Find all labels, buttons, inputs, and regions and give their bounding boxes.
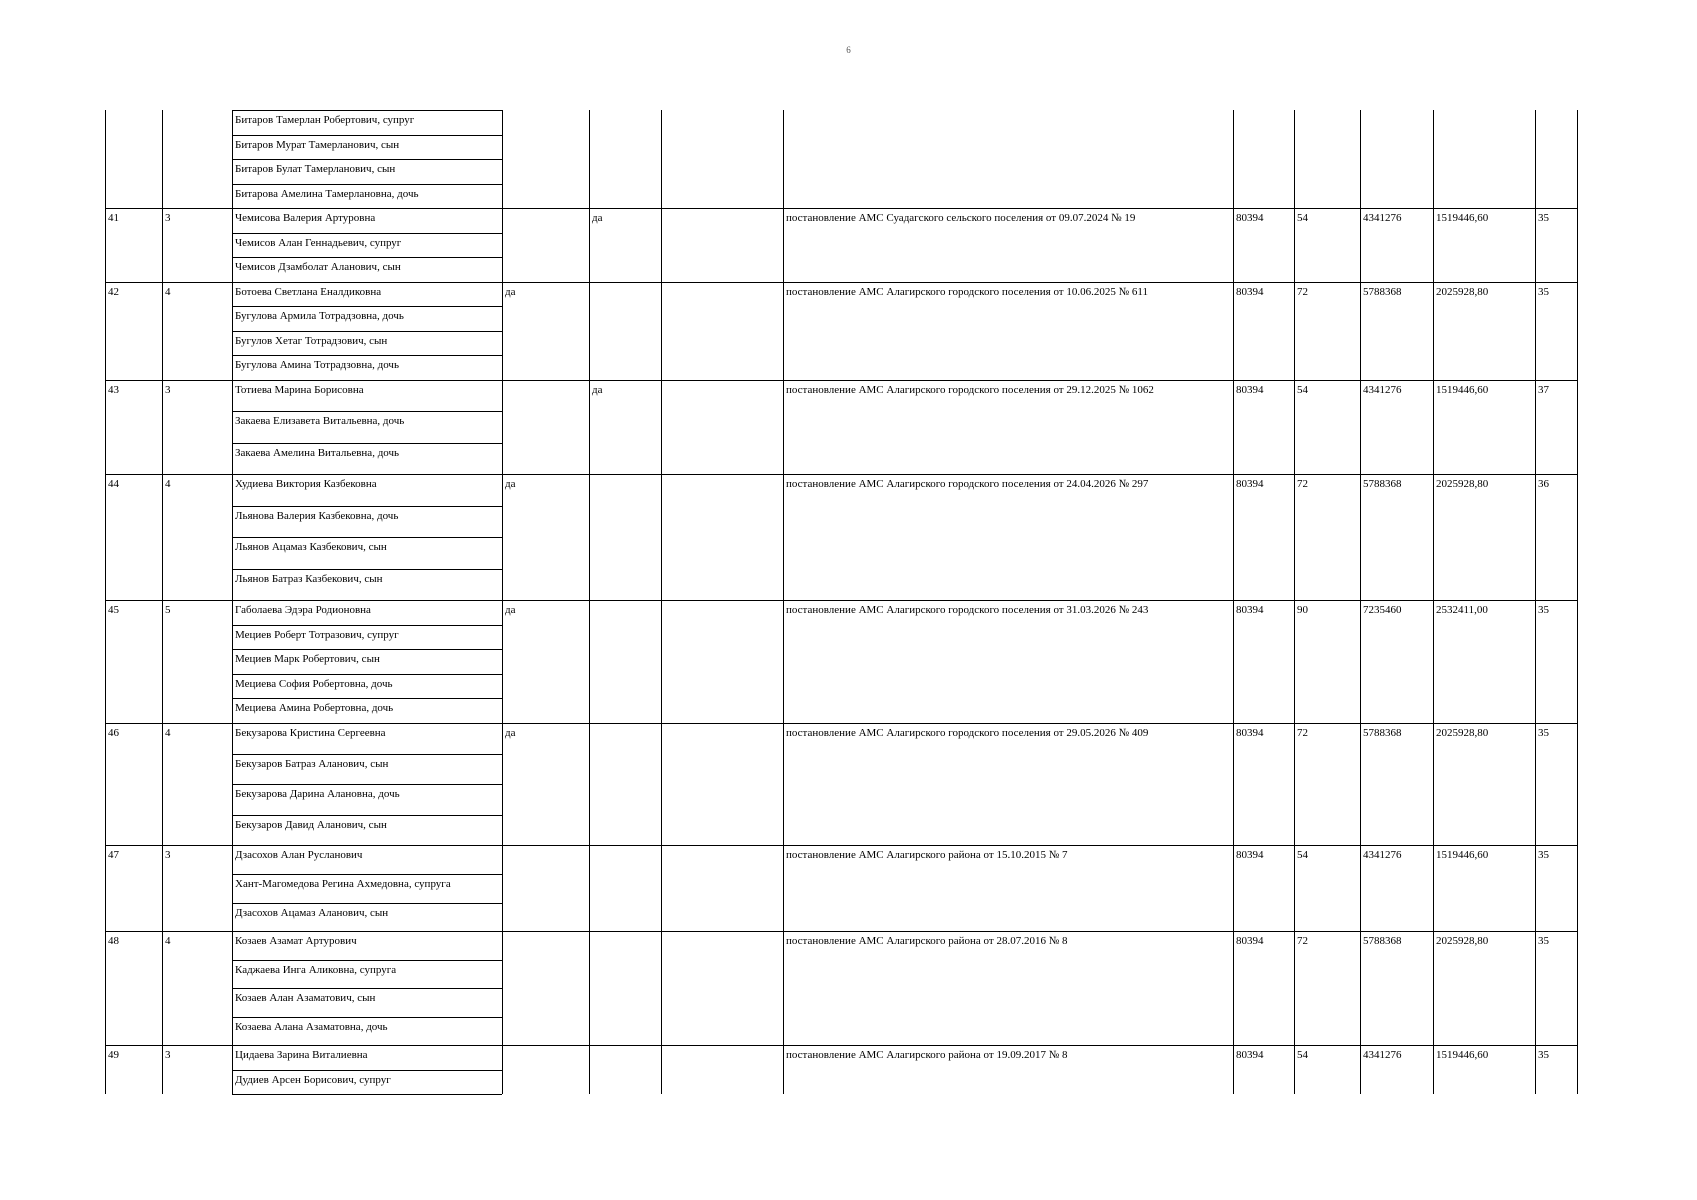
member-box-right — [502, 754, 503, 784]
member-box-right — [502, 411, 503, 443]
member-box-top — [232, 257, 502, 258]
member-name: Бекузаров Давид Аланович, сын — [235, 819, 387, 831]
decree-text: постановление АМС Алагирского городского поселения от 31.03.2026 № 243 — [786, 604, 1149, 616]
column-rule — [1433, 110, 1434, 1094]
member-box-right — [502, 474, 503, 506]
member-box-right — [502, 874, 503, 903]
subsidy-amount: 2025928,80 — [1436, 727, 1489, 739]
housing-cost: 5788368 — [1363, 286, 1402, 298]
member-name: Бекузаров Батраз Аланович, сын — [235, 758, 389, 770]
decree-text: постановление АМС Суадагского сельского поселения от 09.07.2024 № 19 — [786, 212, 1136, 224]
family-size: 4 — [165, 727, 171, 739]
cost-norm: 80394 — [1236, 286, 1264, 298]
member-name: Битаров Тамерлан Робертович, супруг — [235, 114, 415, 126]
decree-text: постановление АМС Алагирского района от 19.09.2017 № 8 — [786, 1049, 1068, 1061]
member-box-top — [232, 874, 502, 875]
member-box-top — [232, 355, 502, 356]
member-box-top — [232, 306, 502, 307]
member-box-right — [502, 649, 503, 674]
column-rule — [1360, 110, 1361, 1094]
subsidy-amount: 1519446,60 — [1436, 212, 1489, 224]
housing-area: 72 — [1297, 935, 1308, 947]
housing-cost: 4341276 — [1363, 849, 1402, 861]
applicant-age: 36 — [1538, 478, 1549, 490]
member-box-top — [232, 931, 502, 932]
member-box-top — [232, 537, 502, 538]
row-number: 45 — [108, 604, 119, 616]
member-box-top — [232, 282, 502, 283]
member-box-top — [232, 960, 502, 961]
member-box-right — [502, 931, 503, 960]
applicant-age: 37 — [1538, 384, 1549, 396]
housing-area: 72 — [1297, 286, 1308, 298]
member-box-right — [502, 784, 503, 815]
cost-norm: 80394 — [1236, 727, 1264, 739]
member-box-right — [502, 1017, 503, 1045]
row-number: 42 — [108, 286, 119, 298]
member-name: Габолаева Эдэра Родионовна — [235, 604, 371, 616]
family-size: 3 — [165, 1049, 171, 1061]
decree-text: постановление АМС Алагирского городского поселения от 29.05.2026 № 409 — [786, 727, 1149, 739]
member-box-top — [232, 506, 502, 507]
flag-column-b: да — [592, 384, 603, 396]
family-size: 4 — [165, 478, 171, 490]
member-box-right — [502, 380, 503, 411]
column-rule — [1233, 110, 1234, 1094]
housing-area: 54 — [1297, 384, 1308, 396]
member-name: Дудиев Арсен Борисович, супруг — [235, 1074, 391, 1086]
member-box-right — [502, 443, 503, 474]
member-name: Льянов Ацамаз Казбекович, сын — [235, 541, 387, 553]
housing-area: 90 — [1297, 604, 1308, 616]
subsidy-amount: 2025928,80 — [1436, 478, 1489, 490]
member-box-top — [232, 674, 502, 675]
family-size: 3 — [165, 384, 171, 396]
housing-area: 54 — [1297, 212, 1308, 224]
applicant-age: 35 — [1538, 727, 1549, 739]
member-box-right — [502, 625, 503, 649]
member-box-right — [502, 1045, 503, 1070]
member-name: Бугулова Армила Тотрадзовна, дочь — [235, 310, 404, 322]
member-box-bottom — [232, 1094, 502, 1095]
member-box-right — [502, 988, 503, 1017]
row-number: 41 — [108, 212, 119, 224]
member-box-right — [502, 845, 503, 874]
member-box-right — [502, 960, 503, 988]
applicant-age: 35 — [1538, 935, 1549, 947]
member-name: Чемисов Алан Геннадьевич, супруг — [235, 237, 402, 249]
page-number: 6 — [846, 45, 851, 55]
cost-norm: 80394 — [1236, 935, 1264, 947]
member-box-right — [502, 257, 503, 282]
member-name: Бекузарова Кристина Сергеевна — [235, 727, 386, 739]
member-box-right — [502, 184, 503, 208]
member-box-right — [502, 815, 503, 845]
member-name: Худиева Виктория Казбековна — [235, 478, 377, 490]
member-name: Закаева Елизавета Витальевна, дочь — [235, 415, 405, 427]
member-name: Козаева Алана Азаматовна, дочь — [235, 1021, 388, 1033]
member-name: Мециев Роберт Тотразович, супруг — [235, 629, 399, 641]
cost-norm: 80394 — [1236, 478, 1264, 490]
family-size: 5 — [165, 604, 171, 616]
member-name: Цидаева Зарина Виталиевна — [235, 1049, 368, 1061]
column-rule — [589, 110, 590, 1094]
member-box-top — [232, 233, 502, 234]
member-box-right — [502, 600, 503, 625]
member-name: Бугулова Амина Тотрадзовна, дочь — [235, 359, 399, 371]
decree-text: постановление АМС Алагирского городского поселения от 10.06.2025 № 611 — [786, 286, 1148, 298]
member-name: Тотиева Марина Борисовна — [235, 384, 364, 396]
member-box-top — [232, 331, 502, 332]
row-number: 43 — [108, 384, 119, 396]
row-number: 49 — [108, 1049, 119, 1061]
flag-column-a: да — [505, 478, 516, 490]
member-box-top — [232, 1070, 502, 1071]
applicant-age: 35 — [1538, 849, 1549, 861]
member-name: Мециева Амина Робертовна, дочь — [235, 702, 394, 714]
member-box-top — [232, 474, 502, 475]
row-number: 44 — [108, 478, 119, 490]
member-box-right — [502, 159, 503, 184]
member-box-top — [232, 784, 502, 785]
member-box-right — [502, 233, 503, 257]
member-name: Ботоева Светлана Еналдиковна — [235, 286, 382, 298]
member-name: Бекузарова Дарина Алановна, дочь — [235, 788, 400, 800]
housing-cost: 7235460 — [1363, 604, 1402, 616]
subsidy-amount: 1519446,60 — [1436, 384, 1489, 396]
member-name: Битарова Амелина Тамерлановна, дочь — [235, 188, 419, 200]
housing-cost: 5788368 — [1363, 727, 1402, 739]
decree-text: постановление АМС Алагирского городского поселения от 29.12.2025 № 1062 — [786, 384, 1154, 396]
subsidy-amount: 1519446,60 — [1436, 849, 1489, 861]
decree-text: постановление АМС Алагирского городского поселения от 24.04.2026 № 297 — [786, 478, 1149, 490]
member-box-top — [232, 380, 502, 381]
member-name: Дзасохов Ацамаз Аланович, сын — [235, 907, 389, 919]
flag-column-a: да — [505, 604, 516, 616]
housing-area: 54 — [1297, 1049, 1308, 1061]
member-name: Битаров Булат Тамерланович, сын — [235, 163, 396, 175]
cost-norm: 80394 — [1236, 384, 1264, 396]
member-box-right — [502, 1070, 503, 1094]
member-box-top — [232, 723, 502, 724]
member-box-top — [232, 1017, 502, 1018]
subsidy-amount: 2025928,80 — [1436, 935, 1489, 947]
member-box-right — [502, 355, 503, 380]
flag-column-a: да — [505, 727, 516, 739]
member-name: Мециев Марк Робертович, сын — [235, 653, 380, 665]
cost-norm: 80394 — [1236, 212, 1264, 224]
member-box-top — [232, 443, 502, 444]
column-rule — [661, 110, 662, 1094]
member-name: Мециева София Робертовна, дочь — [235, 678, 393, 690]
member-box-right — [502, 208, 503, 233]
member-box-top — [232, 625, 502, 626]
housing-cost: 5788368 — [1363, 935, 1402, 947]
member-name: Каджаева Инга Аликовна, супруга — [235, 964, 397, 976]
member-name: Бугулов Хетаг Тотрадзович, сын — [235, 335, 388, 347]
housing-cost: 4341276 — [1363, 1049, 1402, 1061]
flag-column-a: да — [505, 286, 516, 298]
member-box-top — [232, 845, 502, 846]
member-box-top — [232, 569, 502, 570]
member-box-right — [502, 723, 503, 754]
subsidy-amount: 2025928,80 — [1436, 286, 1489, 298]
family-size: 4 — [165, 935, 171, 947]
member-box-top — [232, 110, 502, 111]
flag-column-b: да — [592, 212, 603, 224]
member-box-right — [502, 537, 503, 569]
member-box-right — [502, 903, 503, 931]
column-rule — [105, 110, 106, 1094]
column-rule — [1535, 110, 1536, 1094]
member-box-right — [502, 674, 503, 698]
housing-cost: 4341276 — [1363, 212, 1402, 224]
member-box-top — [232, 159, 502, 160]
member-name: Льянов Батраз Казбекович, сын — [235, 573, 383, 585]
family-size: 3 — [165, 212, 171, 224]
row-number: 46 — [108, 727, 119, 739]
member-box-top — [232, 184, 502, 185]
member-box-top — [232, 411, 502, 412]
member-box-top — [232, 135, 502, 136]
member-box-right — [502, 698, 503, 723]
member-box-top — [232, 649, 502, 650]
member-name: Чемисов Дзамболат Аланович, сын — [235, 261, 401, 273]
column-rule — [162, 110, 163, 1094]
member-box-top — [232, 208, 502, 209]
member-box-right — [502, 110, 503, 135]
row-number: 48 — [108, 935, 119, 947]
member-box-right — [502, 331, 503, 355]
member-name: Козаев Алан Азаматович, сын — [235, 992, 376, 1004]
housing-cost: 5788368 — [1363, 478, 1402, 490]
member-name: Закаева Амелина Витальевна, дочь — [235, 447, 400, 459]
applicant-age: 35 — [1538, 286, 1549, 298]
member-name: Хант-Магомедова Регина Ахмедовна, супруга — [235, 878, 451, 890]
housing-area: 54 — [1297, 849, 1308, 861]
row-number: 47 — [108, 849, 119, 861]
member-name: Дзасохов Алан Русланович — [235, 849, 363, 861]
cost-norm: 80394 — [1236, 1049, 1264, 1061]
member-box-right — [502, 306, 503, 331]
member-box-right — [502, 569, 503, 600]
member-name: Льянова Валерия Казбековна, дочь — [235, 510, 399, 522]
member-box-top — [232, 1045, 502, 1046]
housing-cost: 4341276 — [1363, 384, 1402, 396]
member-name: Чемисова Валерия Артуровна — [235, 212, 376, 224]
housing-area: 72 — [1297, 727, 1308, 739]
member-box-top — [232, 754, 502, 755]
member-name: Битаров Мурат Тамерланович, сын — [235, 139, 400, 151]
subsidy-amount: 1519446,60 — [1436, 1049, 1489, 1061]
member-box-top — [232, 815, 502, 816]
member-box-right — [502, 282, 503, 306]
member-name: Козаев Азамат Артурович — [235, 935, 357, 947]
applicant-age: 35 — [1538, 212, 1549, 224]
decree-text: постановление АМС Алагирского района от 28.07.2016 № 8 — [786, 935, 1068, 947]
member-box-right — [502, 135, 503, 159]
applicant-age: 35 — [1538, 604, 1549, 616]
column-rule — [1294, 110, 1295, 1094]
decree-text: постановление АМС Алагирского района от 15.10.2015 № 7 — [786, 849, 1068, 861]
housing-area: 72 — [1297, 478, 1308, 490]
member-box-top — [232, 600, 502, 601]
column-rule — [1577, 110, 1578, 1094]
subsidy-amount: 2532411,00 — [1436, 604, 1488, 616]
cost-norm: 80394 — [1236, 849, 1264, 861]
family-size: 3 — [165, 849, 171, 861]
member-box-right — [502, 506, 503, 537]
family-size: 4 — [165, 286, 171, 298]
cost-norm: 80394 — [1236, 604, 1264, 616]
applicant-age: 35 — [1538, 1049, 1549, 1061]
column-rule — [783, 110, 784, 1094]
member-box-top — [232, 988, 502, 989]
member-box-top — [232, 698, 502, 699]
member-box-top — [232, 903, 502, 904]
